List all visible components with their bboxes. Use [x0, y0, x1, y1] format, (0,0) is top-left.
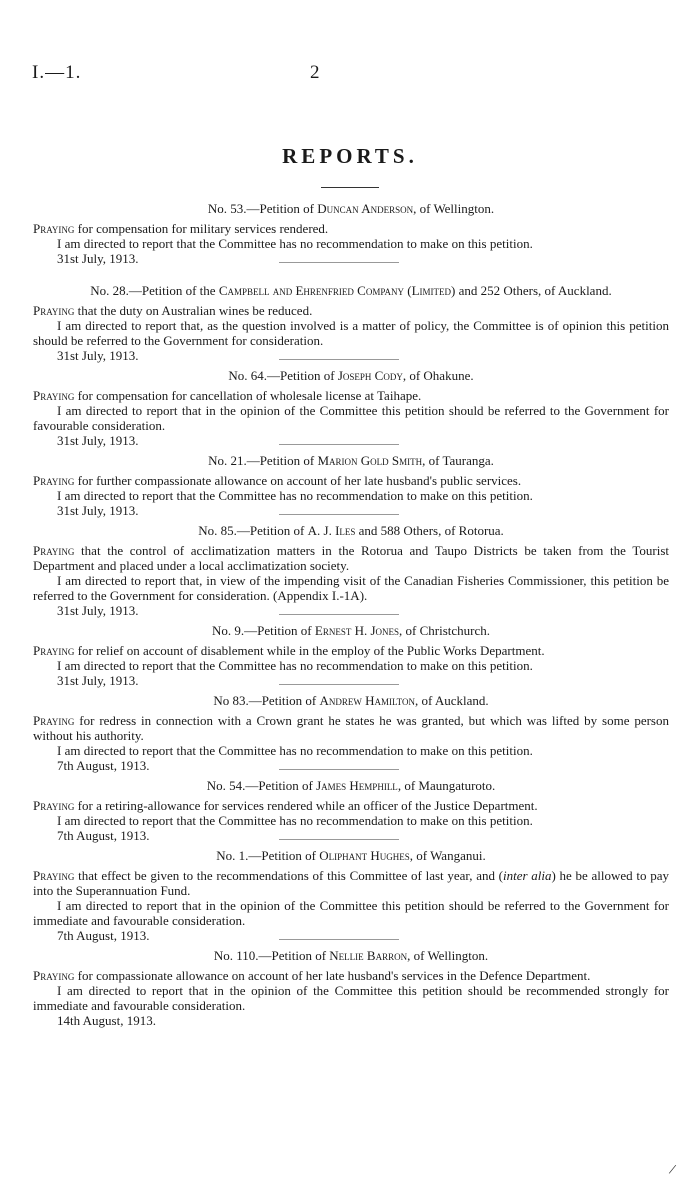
praying-paragraph: Praying that the duty on Australian wines be reduced. — [33, 303, 313, 318]
petition-heading: No. 1.—Petition of Oliphant Hughes, of Wanganui. — [216, 848, 486, 863]
praying-paragraph: Praying for a retiring-allowance for services rendered while an officer of the Justice Department. — [33, 798, 538, 813]
separator-rule — [279, 444, 399, 445]
report-paragraph: I am directed to report that in the opinion of the Committee this petition should be referred to the Government for favourable consideration. — [33, 403, 669, 433]
petitioner-name: Andrew Hamilton — [319, 693, 416, 708]
petition-entry — [33, 201, 669, 266]
praying-paragraph: Praying for compassionate allowance on account of her late husband's services in the Defence Department. — [33, 968, 591, 983]
report-paragraph: I am directed to report that in the opinion of the Committee this petition should be recommended strongly for immediate and favourable consideration. — [33, 983, 669, 1013]
petitions-list — [33, 196, 669, 1028]
separator-rule — [279, 684, 399, 685]
separator-rule — [279, 514, 399, 515]
title-rule — [321, 187, 379, 188]
petition-entry — [33, 848, 669, 943]
report-paragraph: I am directed to report that the Committee has no recommendation to make on this petition. — [57, 488, 533, 503]
report-date: 31st July, 1913. — [57, 503, 139, 518]
praying-paragraph: Praying for redress in connection with a Crown grant he states he was granted, but which was lifted by some person without his authority. — [33, 713, 669, 743]
petition-entry — [33, 523, 669, 618]
petition-heading: No. 64.—Petition of Joseph Cody, of Ohakune. — [228, 368, 474, 383]
report-paragraph: I am directed to report that in the opinion of the Committee this petition should be referred to the Government for immediate and favourable consideration. — [33, 898, 669, 928]
separator-rule — [279, 839, 399, 840]
petitioner-name: Campbell and Ehrenfried Company (Limited) — [218, 283, 456, 298]
separator-rule — [279, 262, 399, 263]
report-date: 31st July, 1913. — [57, 603, 139, 618]
parliamentary-paper-ref: I.—1. — [32, 62, 82, 83]
report-paragraph: I am directed to report that the Committee has no recommendation to make on this petition. — [57, 658, 533, 673]
petition-heading: No. 9.—Petition of Ernest H. Jones, of Christchurch. — [211, 623, 491, 638]
petition-entry — [33, 778, 669, 843]
separator-rule — [279, 939, 399, 940]
petitioner-name: Duncan Anderson — [317, 201, 414, 216]
petition-entry — [33, 623, 669, 688]
petition-entry — [33, 453, 669, 518]
petition-entry — [33, 948, 669, 1028]
separator-rule — [279, 359, 399, 360]
petition-heading: No 83.—Petition of Andrew Hamilton, of Auckland. — [213, 693, 489, 708]
report-paragraph: I am directed to report that the Committee has no recommendation to make on this petition. — [57, 743, 533, 758]
praying-paragraph: Praying that the control of acclimatization matters in the Rotorua and Taupo Districts be taken from the Tourist Department and placed under a local acclimatization society. — [33, 543, 669, 573]
praying-paragraph: Praying for compensation for military services rendered. — [33, 221, 329, 236]
petition-heading: No. 110.—Petition of Nellie Barron, of Wellington. — [213, 948, 489, 963]
petitioner-name: Joseph Cody — [337, 368, 403, 383]
petition-heading: No. 28.—Petition of the Campbell and Ehrenfried Company (Limited) and 252 Others, of Auckland. — [90, 283, 612, 298]
report-date: 7th August, 1913. — [57, 928, 150, 943]
page-title: REPORTS. — [282, 144, 418, 168]
page-number: 2 — [310, 62, 320, 83]
report-date: 7th August, 1913. — [57, 828, 150, 843]
praying-paragraph: Praying for relief on account of disablement while in the employ of the Public Works Department. — [33, 643, 545, 658]
petition-entry — [33, 693, 669, 773]
petition-heading: No. 54.—Petition of James Hemphill, of Maungaturoto. — [206, 778, 496, 793]
petitioner-name: Oliphant Hughes — [319, 848, 410, 863]
report-date: 14th August, 1913. — [57, 1013, 156, 1028]
praying-paragraph: Praying for compensation for cancellation of wholesale license at Taihape. — [33, 388, 422, 403]
report-paragraph: I am directed to report that the Committee has no recommendation to make on this petition. — [57, 236, 533, 251]
petitioner-name: Nellie Barron — [329, 948, 408, 963]
report-date: 7th August, 1913. — [57, 758, 150, 773]
report-date: 31st July, 1913. — [57, 433, 139, 448]
petitioner-name: Ernest H. Jones — [314, 623, 400, 638]
praying-paragraph: Praying for further compassionate allowance on account of her late husband's public services. — [33, 473, 522, 488]
petition-heading: No. 21.—Petition of Marion Gold Smith, of Tauranga. — [208, 453, 494, 468]
report-paragraph: I am directed to report that, in view of the impending visit of the Canadian Fisheries Commissioner, this petition be referred to the Government for consideration. (Appendix I.-1A). — [33, 573, 669, 603]
petition-heading: No. 85.—Petition of A. J. Iles and 588 Others, of Rotorua. — [198, 523, 504, 538]
report-paragraph: I am directed to report that the Committee has no recommendation to make on this petition. — [57, 813, 533, 828]
separator-rule — [279, 769, 399, 770]
petitioner-name: Marion Gold Smith — [317, 453, 423, 468]
report-date: 31st July, 1913. — [57, 348, 139, 363]
petition-entry — [33, 368, 669, 448]
report-date: 31st July, 1913. — [57, 251, 139, 266]
report-date: 31st July, 1913. — [57, 673, 139, 688]
separator-rule — [279, 614, 399, 615]
corner-mark: / — [667, 1161, 677, 1179]
petition-entry — [33, 283, 669, 363]
petition-heading: No. 53.—Petition of Duncan Anderson, of Wellington. — [207, 201, 495, 216]
petitioner-name: James Hemphill — [316, 778, 398, 793]
report-paragraph: I am directed to report that, as the question involved is a matter of policy, the Committee is of opinion this petition should be referred to the Government for consideration. — [33, 318, 669, 348]
petitioner-name: A. J. Iles — [307, 523, 356, 538]
praying-paragraph: Praying that effect be given to the recommendations of this Committee of last year, and (inter alia) he be allowed to pay into the Superannuation Fund. — [33, 868, 669, 898]
